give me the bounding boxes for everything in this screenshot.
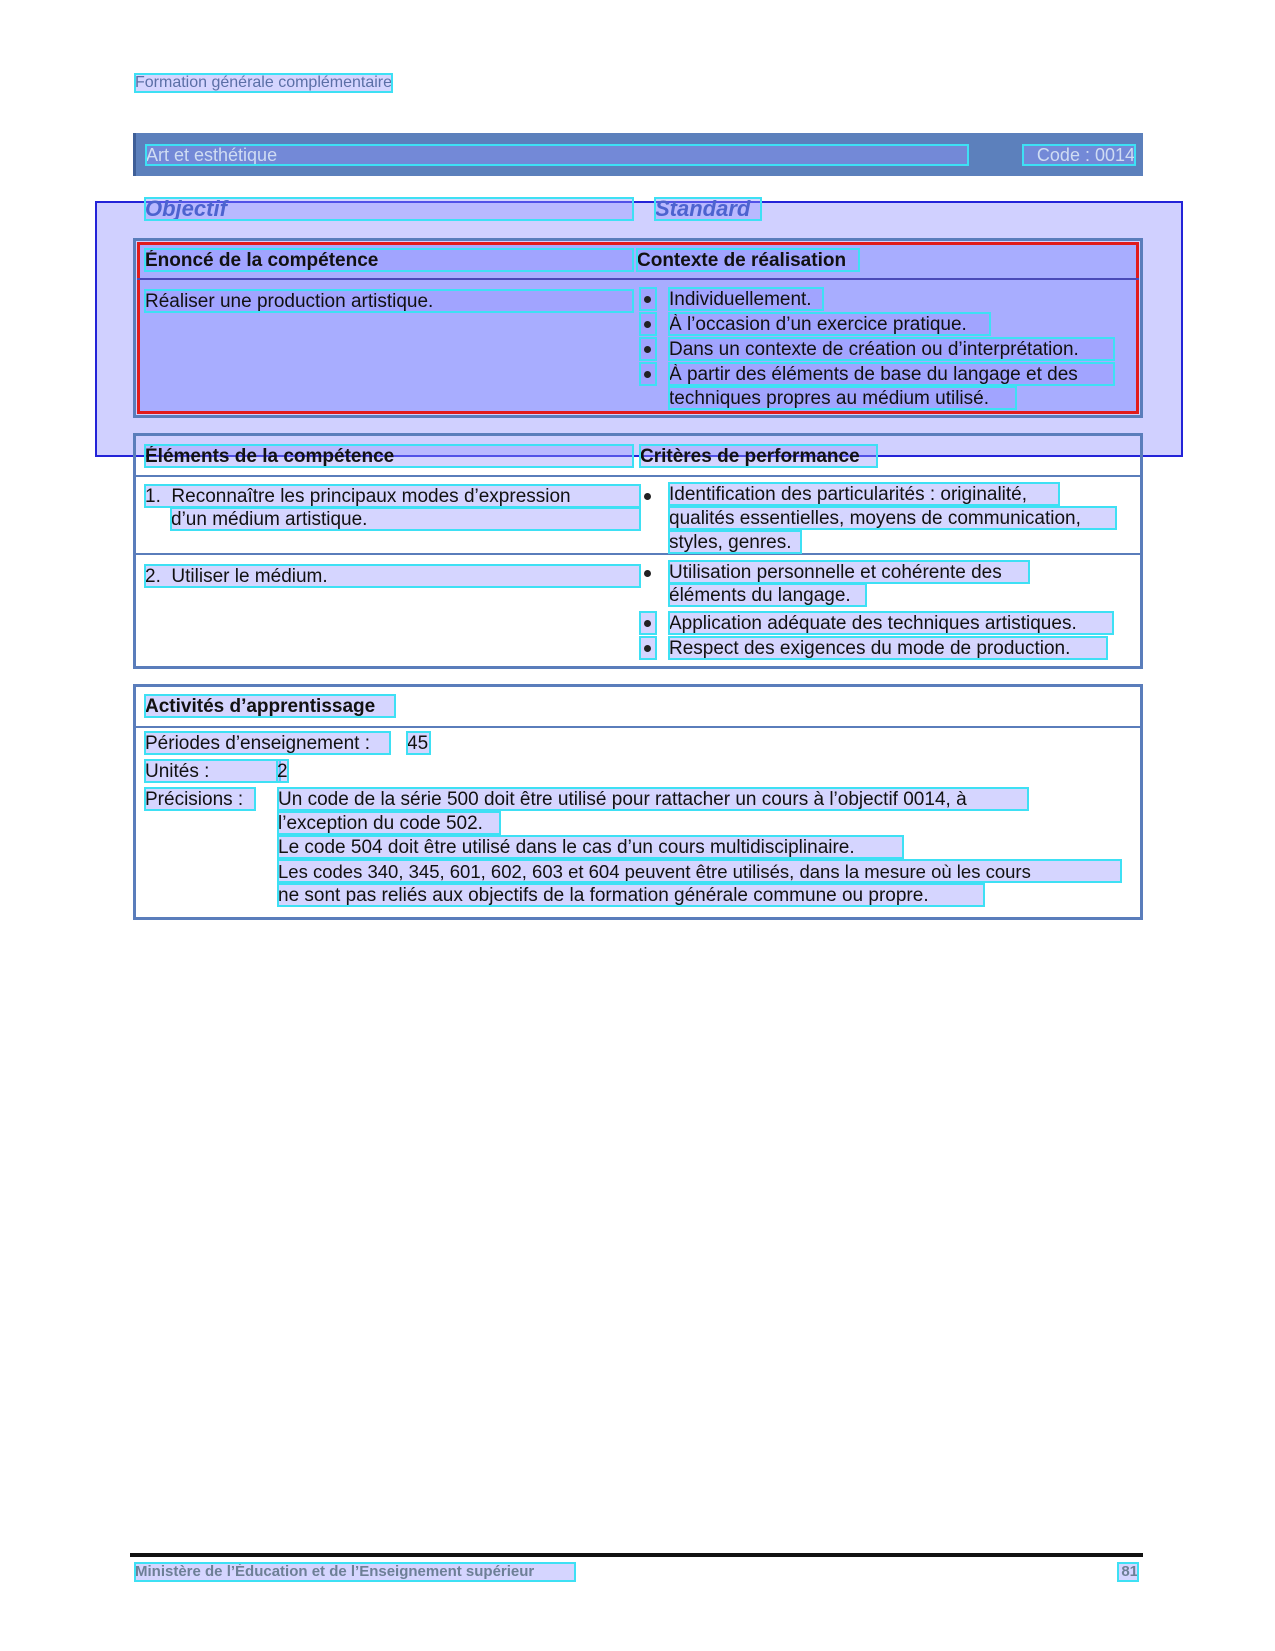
list-bullet <box>640 313 656 335</box>
element-item-continued: d’un médium artistique. <box>171 508 640 530</box>
contexte-heading: Contexte de réalisation <box>637 249 859 271</box>
objectif-label: Objectif <box>145 198 633 220</box>
precision-line: Le code 504 doit être utilisé dans le cas d’un cours multidisciplinaire. <box>278 836 903 858</box>
divider <box>136 553 1140 555</box>
footer-ministry: Ministère de l’Éducation et de l’Enseignement supérieur <box>135 1563 575 1581</box>
list-bullet <box>644 493 651 500</box>
precision-line: Les codes 340, 345, 601, 602, 603 et 604 peuvent être utilisés, dans la mesure où les cours <box>278 860 1121 882</box>
list-bullet <box>640 363 656 385</box>
criterion-item: Utilisation personnelle et cohérente des <box>669 561 1029 583</box>
criterion-item: Application adéquate des techniques artistiques. <box>669 612 1113 634</box>
element-item: 2. Utiliser le médium. <box>145 565 640 587</box>
precision-line: l’exception du code 502. <box>278 812 500 834</box>
precisions-label: Précisions : <box>145 788 255 810</box>
context-item: À partir des éléments de base du langage et des <box>669 363 1114 385</box>
divider <box>137 278 1139 280</box>
list-bullet <box>640 637 656 659</box>
course-title: Art et esthétique <box>146 145 968 165</box>
standard-label: Standard <box>655 198 761 220</box>
document-header: Formation générale complémentaire <box>135 74 393 91</box>
elements-heading: Éléments de la compétence <box>145 445 633 467</box>
footer-rule <box>130 1553 1143 1557</box>
competency-statement: Réaliser une production artistique. <box>145 290 633 312</box>
page-number: 81 <box>1118 1563 1138 1581</box>
divider <box>136 475 1140 477</box>
criterion-item-continued: éléments du langage. <box>669 584 866 606</box>
context-item: Dans un contexte de création ou d’interprétation. <box>669 338 1114 360</box>
activites-heading: Activités d’apprentissage <box>145 695 395 717</box>
precision-line: Un code de la série 500 doit être utilisé pour rattacher un cours à l’objectif 0014, à <box>278 788 1028 810</box>
divider <box>136 726 1140 728</box>
criteres-heading: Critères de performance <box>640 445 877 467</box>
list-bullet <box>644 570 651 577</box>
enonce-heading: Énoncé de la compétence <box>145 249 633 271</box>
course-code: Code : 0014 <box>1023 145 1135 165</box>
title-bar <box>133 133 1143 176</box>
criterion-item-continued: styles, genres. <box>669 531 801 553</box>
precision-line: ne sont pas reliés aux objectifs de la formation générale commune ou propre. <box>278 884 984 906</box>
unites-label: Unités : <box>145 760 280 782</box>
list-bullet <box>640 612 656 634</box>
criterion-item: Respect des exigences du mode de production. <box>669 637 1107 659</box>
element-item: 1. Reconnaître les principaux modes d’expression <box>145 485 640 507</box>
criterion-item-continued: qualités essentielles, moyens de communication, <box>669 507 1116 529</box>
context-item: Individuellement. <box>669 288 823 310</box>
context-item: À l’occasion d’un exercice pratique. <box>669 313 990 335</box>
unites-value: 2 <box>277 761 288 782</box>
list-bullet <box>640 288 656 310</box>
periodes-label: Périodes d’enseignement : <box>145 732 390 754</box>
context-item-continued: techniques propres au médium utilisé. <box>669 387 1016 409</box>
criterion-item: Identification des particularités : originalité, <box>669 483 1059 505</box>
periodes-value: 45 <box>407 733 429 754</box>
list-bullet <box>640 338 656 360</box>
